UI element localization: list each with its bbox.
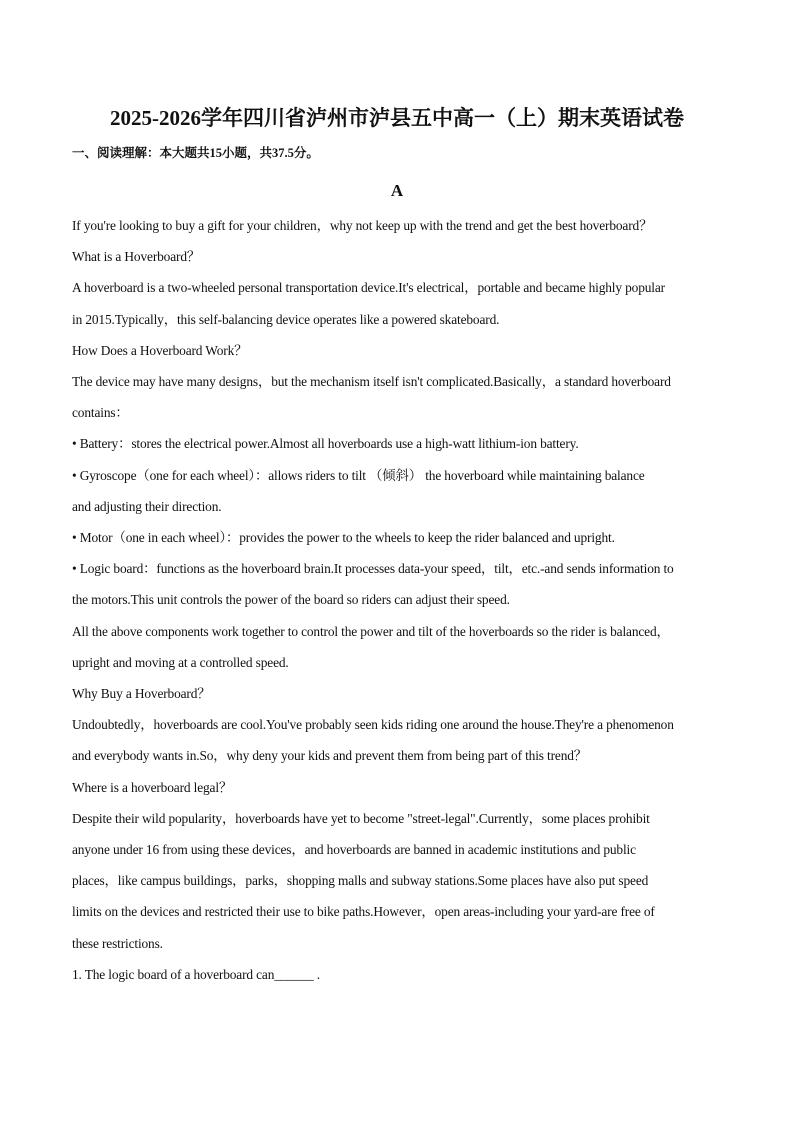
paragraph-line: these restrictions. bbox=[72, 936, 163, 951]
paragraph-line: and everybody wants in.So，why deny your kids and prevent them from being part of this trend？ bbox=[72, 748, 588, 763]
bullet-item-gyroscope: • Gyroscope（one for each wheel）：allows riders to tilt （倾斜） the hoverboard while maintaining balance bbox=[72, 468, 645, 483]
passage-label: A bbox=[390, 181, 404, 200]
subheading-what-is: What is a Hoverboard？ bbox=[72, 249, 201, 264]
bullet-item-logic-board: • Logic board：functions as the hoverboard brain.It processes data-your speed，tilt，etc.-and sends information to bbox=[72, 561, 674, 576]
section-heading: 一、阅读理解：本大题共15小题，共37.5分。 bbox=[72, 146, 319, 160]
passage-intro-line: If you're looking to buy a gift for your children，why not keep up with the trend and get the best hoverboard？ bbox=[72, 218, 653, 233]
paragraph-line: All the above components work together to control the power and tilt of the hoverboards so the rider is balanced， bbox=[72, 624, 670, 639]
paragraph-line: places，like campus buildings，parks，shopping malls and subway stations.Some places have also put speed bbox=[72, 873, 649, 888]
bullet-continuation-line: the motors.This unit controls the power of the board so riders can adjust their speed. bbox=[72, 592, 510, 607]
paragraph-line: The device may have many designs，but the mechanism itself isn't complicated.Basically，a standard hoverboard bbox=[72, 374, 671, 389]
bullet-continuation-line: and adjusting their direction. bbox=[72, 499, 222, 514]
paragraph-line: anyone under 16 from using these devices，and hoverboards are banned in academic institutions and public bbox=[72, 842, 636, 857]
question-1: 1. The logic board of a hoverboard can______ . bbox=[72, 967, 320, 982]
paragraph-line: contains： bbox=[72, 405, 129, 420]
bullet-item-battery: • Battery：stores the electrical power.Almost all hoverboards use a high-watt lithium-ion battery. bbox=[72, 436, 579, 451]
exam-title: 2025-2026学年四川省泸州市泸县五中高一（上）期末英语试卷 bbox=[110, 106, 684, 130]
bullet-item-motor: • Motor（one in each wheel）：provides the power to the wheels to keep the rider balanced and upright. bbox=[72, 530, 615, 545]
paragraph-line: A hoverboard is a two-wheeled personal transportation device.It's electrical，portable and became highly popular bbox=[72, 280, 665, 295]
paragraph-line: in 2015.Typically，this self-balancing device operates like a powered skateboard. bbox=[72, 312, 500, 327]
paragraph-line: Undoubtedly，hoverboards are cool.You've probably seen kids riding one around the house.They're a phenomenon bbox=[72, 717, 674, 732]
paragraph-line: Despite their wild popularity，hoverboards have yet to become "street-legal".Currently，some places prohibit bbox=[72, 811, 650, 826]
paragraph-line: upright and moving at a controlled speed. bbox=[72, 655, 289, 670]
subheading-why-buy: Why Buy a Hoverboard？ bbox=[72, 686, 211, 701]
paragraph-line: limits on the devices and restricted their use to bike paths.However，open areas-including your yard-are free of bbox=[72, 904, 655, 919]
subheading-where-legal: Where is a hoverboard legal？ bbox=[72, 780, 233, 795]
subheading-how-it-works: How Does a Hoverboard Work？ bbox=[72, 343, 248, 358]
